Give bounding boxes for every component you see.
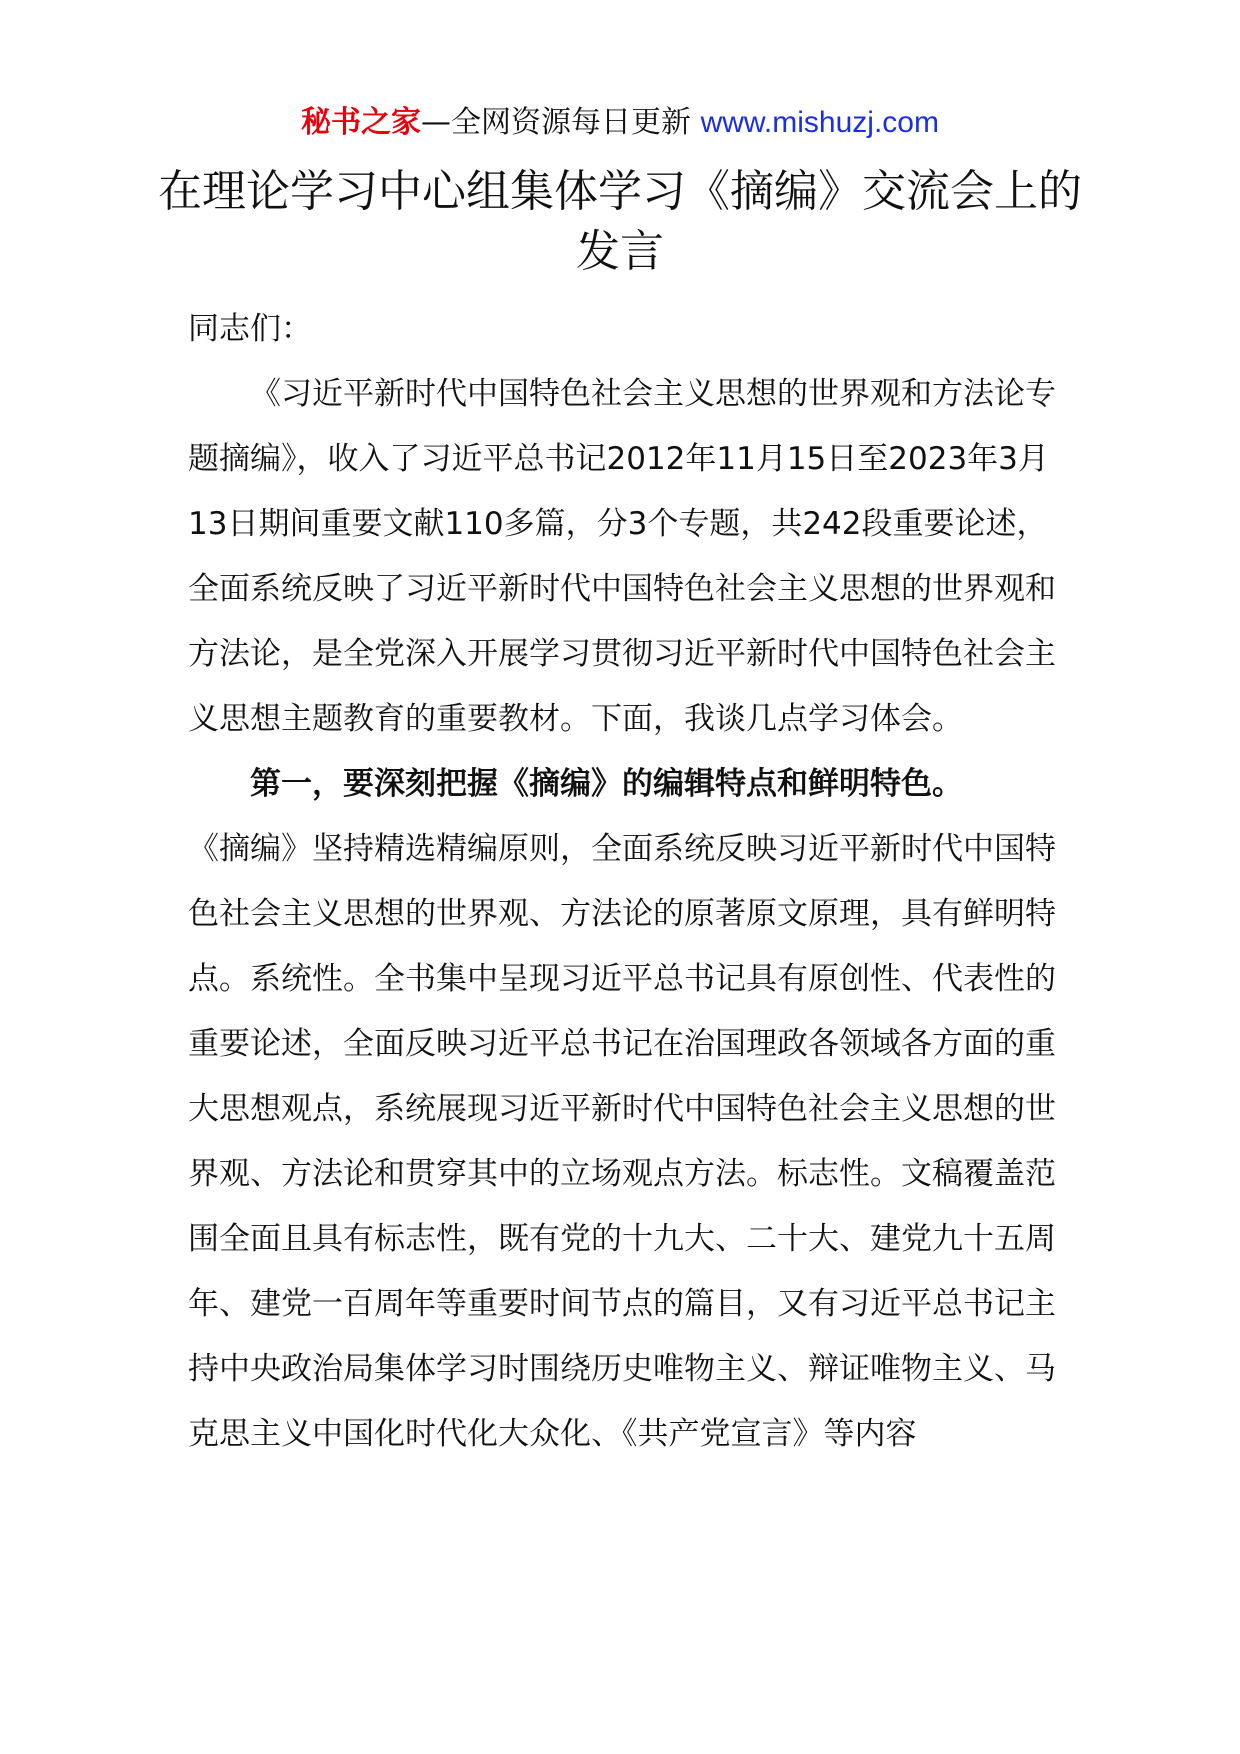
paragraph-intro: 《习近平新时代中国特色社会主义思想的世界观和方法论专题摘编》，收入了习近平总书记2012年11月15日至2023年3月13日期间重要文献110多篇，分3个专题，共242段重要论述，全面系统反映了习近平新时代中国特色社会主义思想的世界观和方法论，是全党深入开展学习贯彻习近平新时代中国特色社会主义思想主题教育的重要教材。下面，我谈几点学习体会。 (188, 376, 1056, 737)
document-title: 在理论学习中心组集体学习《摘编》交流会上的发言 (158, 166, 1082, 277)
section-heading-first: 第一，要深刻把握《摘编》的编辑特点和鲜明特色。 (250, 766, 963, 802)
paragraph-first-section: 《摘编》坚持精选精编原则，全面系统反映习近平新时代中国特色社会主义思想的世界观、方法论的原著原文原理，具有鲜明特点。系统性。全书集中呈现习近平总书记具有原创性、代表性的重要论述，全面反映习近平总书记在治国理政各领域各方面的重大思想观点，系统展现习近平新时代中国特色社会主义思想的世界观、方法论和贯穿其中的立场观点方法。标志性。文稿覆盖范围全面且具有标志性，既有党的十九大、二十大、建党九十五周年、建党一百周年等重要时间节点的篇目，又有习近平总书记主持中央政治局集体学习时围绕历史唯物主义、辩证唯物主义、马克思主义中国化时代化大众化、《共产党宣言》等内容 (188, 831, 1056, 1452)
document-body (188, 297, 1068, 1467)
salutation: 同志们： (188, 311, 312, 347)
site-header (0, 103, 1240, 143)
site-url-link[interactable]: www.mishuzj.com (700, 106, 939, 139)
brand-name: 秘书之家 (301, 105, 422, 140)
site-tagline: —全网资源每日更新 (421, 105, 701, 140)
